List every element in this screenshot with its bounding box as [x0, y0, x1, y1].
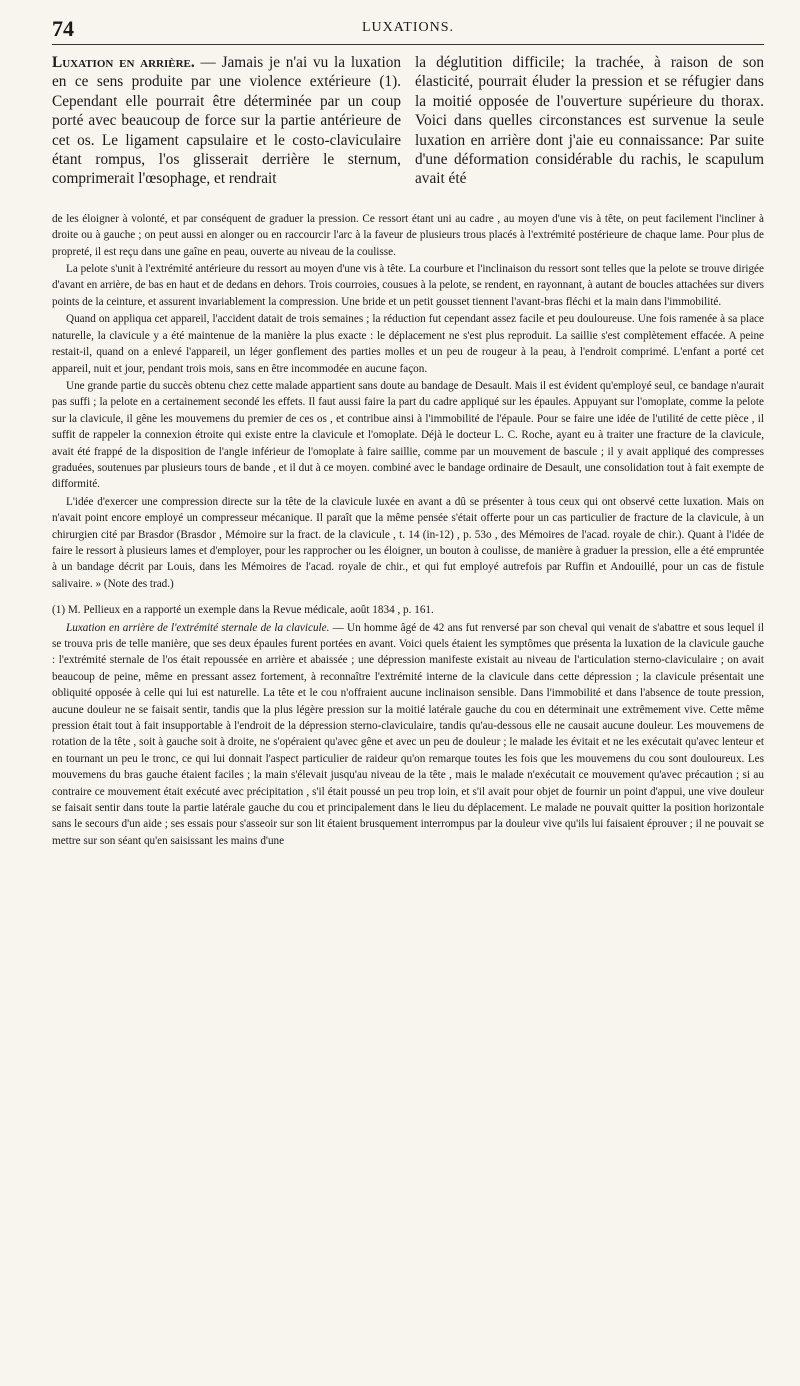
- page-number: 74: [52, 16, 74, 41]
- page: [52, 14, 764, 850]
- footnote-case-title: Luxation en arrière de l'extrémité sternale de la clavicule.: [66, 621, 330, 634]
- note-paragraph: Une grande partie du succès obtenu chez cette malade appartient sans doute au bandage de Desault. Mais il est évident qu'employé seul, ce bandage n'aurait pas suffi ; la pelote en a certainement secondé les effets. Il faut aussi faire la part du cadre appliqué sur les épaules. Appuyant sur l'omoplate, comme la pelote sur la clavicule, il gêne les mouvemens du premier de ces os , et contribue ainsi à l'immobilité de l'épaule. Pour se faire une idée de l'utilité de cette pièce , il suffit de rappeler la connexion étroite qui existe entre la clavicule et l'omoplate. Déjà le docteur L. C. Roche, ayant eu à traiter une fracture de la clavicule, avait été frappé de la disposition de l'angle inférieur de l'omoplate à faire saillie, comme par un mouvement de bascule ; il y avait appliqué des compresses graduées, soutenues par plusieurs tours de bande , et il dut à ce moyen. combiné avec le bandage ordinaire de Desault, une consolidation tout à fait exempte de difformité.: [52, 379, 764, 491]
- section-lead-in: Luxation en arrière.: [52, 54, 195, 71]
- note-paragraph: Quand on appliqua cet appareil, l'accident datait de trois semaines ; la réduction fut cependant assez facile et peu douloureuse. Une fois ramenée à sa place naturelle, la clavicule y a été maintenue de la manière la plus exacte : le déplacement ne s'est plus reproduit. La saillie s'est complètement effacée. A peine restait-il, quand on a enlevé l'appareil, un léger gonflement des parties molles et un peu de rougeur à la peau, à l'endroit comprimé. L'enfant a porté cet appareil, nuit et jour, pendant trois mois, sans en être incommodée en aucune façon.: [52, 313, 764, 375]
- note-paragraph: La pelote s'unit à l'extrémité antérieure du ressort au moyen d'une vis à tête. La courbure et l'inclinaison du ressort sont telles que la pelote se trouve dirigée d'avant en arrière, de bas en haut et de dedans en dehors. Trois courroies, cousues à la pelote, se rendent, en rayonnant, à autant de boucles attachées sur divers points de la ceinture, et assurent invariablement la compression. Une bride et un petit gousset tiennent l'avant-bras fléchi et la main dans l'immobilité.: [52, 263, 764, 308]
- note-paragraph: de les éloigner à volonté, et par conséquent de graduer la pression. Ce ressort étant uni au cadre , au moyen d'une vis à tête, on peut facilement l'incliner à droite ou à gauche ; on peut aussi en alonger ou en raccourcir l'arc à la faveur de plusieurs trous placés à l'extrémité postérieure de chaque lame. Pour plus de propreté, il est reçu dans une gaîne en peau, ouverte au niveau de la coulisse.: [52, 212, 764, 258]
- body-column-right: [415, 53, 764, 189]
- running-head: LUXATIONS.: [361, 20, 455, 35]
- body-columns: [52, 53, 764, 189]
- body-column-left: [52, 53, 401, 189]
- note-paragraph: L'idée d'exercer une compression directe sur la tête de la clavicule luxée en avant a dû se présenter à tous ceux qui ont observé cette luxation. Mais on n'avait point encore employé un compresseur mécanique. Il paraît que la même pensée s'était offerte pour un cas particulier de fracture de la clavicule, à un chirurgien cité par Brasdor (Brasdor , Mémoire sur la fract. de la clavicule , t. 14 (in-12) , p. 53o , des Mémoires de l'acad. royale de chir.). Quant à l'idée de faire le ressort à plusieurs lames et d'employer, pour les rapprocher ou les éloigner, un bouton à coulisse, de manière à graduer la pression, elle a été empruntée à un bandage décrit par Louis, dans les Mémoires de l'acad. royale de chir., et qui fut employé autrefois par Ruffin et Andouillé, pour un cas de fistule salivaire. » (Note des trad.): [52, 495, 764, 590]
- footnote: [52, 602, 764, 849]
- footnote-intro: (1) M. Pellieux en a rapporté un exemple dans la Revue médicale, août 1834 , p. 161.: [52, 604, 434, 617]
- body-text-left: — Jamais je n'ai vu la luxation en ce sens produite par une violence extérieure (1). Cependant elle pourrait être déterminée par un coup porté avec beaucoup de force sur la partie antérieure de cet os. Le ligament capsulaire et le costo-claviculaire étant rompus, l'os glisserait derrière le sternum, comprimerait l'œsophage, et rendrait: [52, 54, 401, 188]
- body-text-right: la déglutition difficile; la trachée, à raison de son élasticité, pourrait éluder la pression et se réfugier dans la moitié opposée de l'ouverture supérieure du thorax. Voici dans quelles circonstances est survenue la seule luxation en arrière dont j'aie eu connaissance: Par suite d'une déformation considérable du rachis, le scapulum avait été: [415, 54, 764, 188]
- footnote-case-text: — Un homme âgé de 42 ans fut renversé par son cheval qui venait de s'abattre et sous lequel il se trouva pris de telle manière, que ses deux épaules furent portées en avant. Voici quels étaient les symptômes que présenta la luxation de la clavicule gauche : l'extrémité sternale de l'os était repoussée en arrière et abaissée ; une dépression manifeste existait au niveau de l'articulation sterno-claviculaire ; on avait beaucoup de peine, même en pressant assez fortement, à reconnaître l'extrémité interne de la clavicule dans cette dépression ; la clavicule présentait une obliquité opposée à celle qui lui est naturelle. La tête et le cou n'offraient aucune inclinaison sensible. Dans l'immobilité et dans l'absence de toute pression, aucune douleur ne se faisait sentir, tandis que la plus légère pression sur la moitié latérale gauche du cou en déterminait une extrêmement vive. Cette même pression était tout à fait insupportable à l'endroit de la dépression sterno-claviculaire, tandis qu'au-dessous elle ne causait aucune douleur. Les mouvemens de rotation de la tête , soit à gauche soit à droite, ne s'opéraient qu'avec gêne et avec un peu de douleur ; le malade les évitait et ne les exécutait qu'avec lenteur et en tournant un peu le tronc, ce qui lui donnait l'aspect particulier de raideur qu'on remarque toutes les fois que les mouvemens du cou sont douloureux. Les mouvemens du bras gauche étaient faciles ; la main s'élevait jusqu'au niveau de la tête , mais le malade n'exécutait ce mouvement qu'avec précaution ; si au contraire ce mouvement était exécuté avec précipitation , s'il était poussé un peu trop loin, et s'il avait pour objet de fournir un point d'appui, une vive douleur se faisait sentir dans toute la partie latérale gauche du cou et principalement dans le lieu du déplacement. Le malade ne pouvait quitter la position horizontale sans le secours d'un aide ; ses essais pour s'asseoir sur son lit étaient brusquement interrompus par la douleur vive qu'ils lui faisaient éprouver ; il ne pouvait se mettre sur son séant qu'en saisissant les mains d'une: [52, 621, 765, 847]
- page-header: [52, 14, 764, 45]
- translator-note: [52, 211, 764, 849]
